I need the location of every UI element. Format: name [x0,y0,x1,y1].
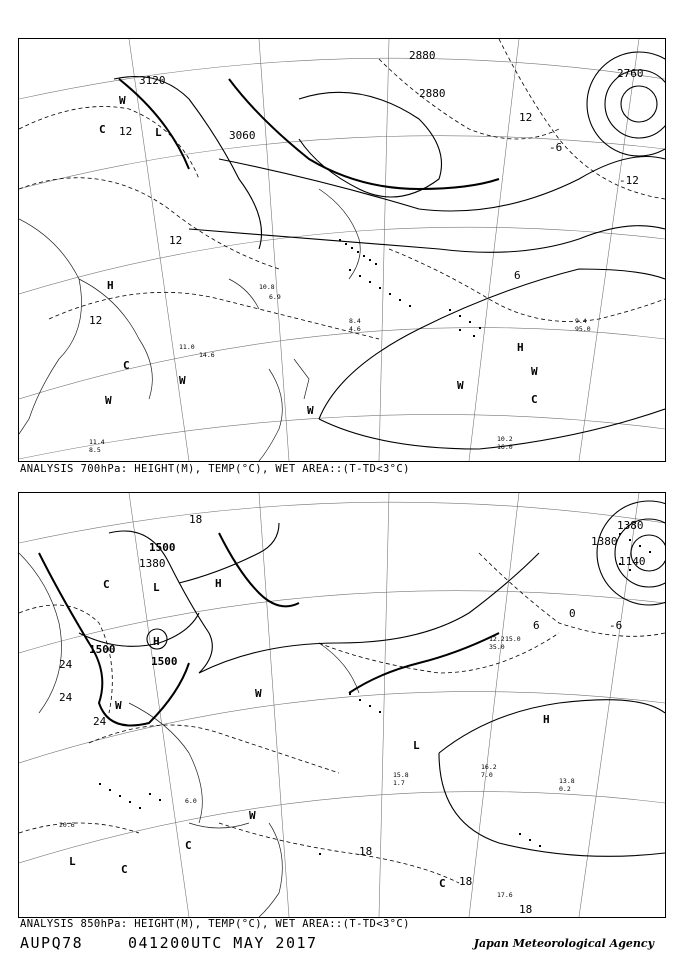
temperature-contours [19,39,665,339]
map-700hpa-canvas [19,39,665,461]
warm-center-marker: W [255,687,262,700]
map-850hpa-canvas [19,493,665,917]
temp-label: 24 [59,691,73,704]
height-label: 1500 [149,541,176,554]
station-value: 4.6 [349,325,361,333]
station-value: 15.0 [505,635,521,643]
warm-center-marker: W [179,374,186,387]
agency-name: Japan Meteorological Agency [473,937,654,950]
height-label: 1140 [619,555,646,568]
temp-label: 0 [569,607,576,620]
warm-center-marker: W [531,365,538,378]
station-value: 8.5 [89,446,101,454]
height-contours [79,501,665,856]
high-center-marker: H [153,635,160,648]
cold-center-marker: C [99,123,106,136]
valid-time: 041200UTC MAY 2017 [128,934,318,952]
temp-label: -12 [619,174,639,187]
cold-center-marker: C [121,863,128,876]
height-label: 3120 [139,74,166,87]
warm-center-marker: W [457,379,464,392]
height-label: 3060 [229,129,256,142]
low-center-marker: L [153,581,160,594]
cold-center-marker: C [439,877,446,890]
station-value: 10.2 [497,435,513,443]
high-center-marker: H [517,341,524,354]
warm-center-marker: W [105,394,112,407]
high-center-marker: H [215,577,222,590]
station-value: 11.4 [89,438,105,446]
low-center-marker: L [155,126,162,139]
station-value: 8.4 [349,317,361,325]
height-contours [114,52,665,449]
station-value: 20.6 [59,821,75,829]
cold-center-marker: C [103,578,110,591]
station-value: 11.0 [179,343,195,351]
latlon-grid [19,39,665,461]
high-center-marker: H [543,713,550,726]
station-value: 17.6 [497,891,513,899]
station-value: 13.8 [559,777,575,785]
cold-center-marker: C [185,839,192,852]
station-value: 35.0 [489,643,505,651]
station-value: 12.2 [489,635,505,643]
station-value: 16.0 [497,443,513,451]
temp-label: 12 [119,125,133,138]
analysis-700hpa-map [18,38,666,462]
temp-label: 18 [189,513,203,526]
map-caption-700hpa: ANALYSIS 700hPa: HEIGHT(M), TEMP(°C), WET AREA::(T-TD<3°C) [20,463,410,475]
temp-label: 12 [89,314,103,327]
warm-center-marker: W [119,94,126,107]
temp-label: 18 [519,903,533,916]
temp-label: 24 [59,658,73,671]
station-value: 7.0 [481,771,493,779]
station-value: 95.0 [575,325,591,333]
station-value: 6.9 [269,293,281,301]
station-value: 15.8 [393,771,409,779]
cold-center-marker: C [123,359,130,372]
temp-label: 12 [169,234,183,247]
warm-center-marker: W [249,809,256,822]
height-label: 1380 [139,557,166,570]
height-label: 2880 [409,49,436,62]
map-caption-850hpa: ANALYSIS 850hPa: HEIGHT(M), TEMP(°C), WET AREA::(T-TD<3°C) [20,918,410,930]
coastlines [19,189,360,461]
height-label: 2760 [617,67,644,80]
low-center-marker: L [69,855,76,868]
station-value: 16.2 [481,763,497,771]
high-center-marker: H [107,279,114,292]
low-center-marker: L [413,739,420,752]
warm-center-marker: W [307,404,314,417]
height-label: 2880 [419,87,446,100]
station-value: 0.2 [559,785,571,793]
height-label: 1500 [151,655,178,668]
analysis-850hpa-map [18,492,666,918]
height-label: 1380 [591,535,618,548]
station-value: 14.6 [199,351,215,359]
warm-center-marker: W [115,699,122,712]
temp-label: -6 [609,619,623,632]
temp-label: 18 [359,845,373,858]
bulletin-code: AUPQ78 [20,934,84,952]
height-label: 1500 [89,643,116,656]
temp-label: -6 [549,141,563,154]
temperature-contours [19,553,665,883]
station-value: 9.4 [575,317,587,325]
temp-label: 18 [459,875,473,888]
station-value: 10.8 [259,283,275,291]
station-value: 6.0 [185,797,197,805]
temp-label: 6 [533,619,540,632]
wet-area-stipple [99,533,651,855]
temp-label: 6 [514,269,521,282]
cold-center-marker: C [531,393,538,406]
height-label: 1380 [617,519,644,532]
temp-label: 12 [519,111,533,124]
temp-label: 24 [93,715,107,728]
station-value: 1.7 [393,779,405,787]
